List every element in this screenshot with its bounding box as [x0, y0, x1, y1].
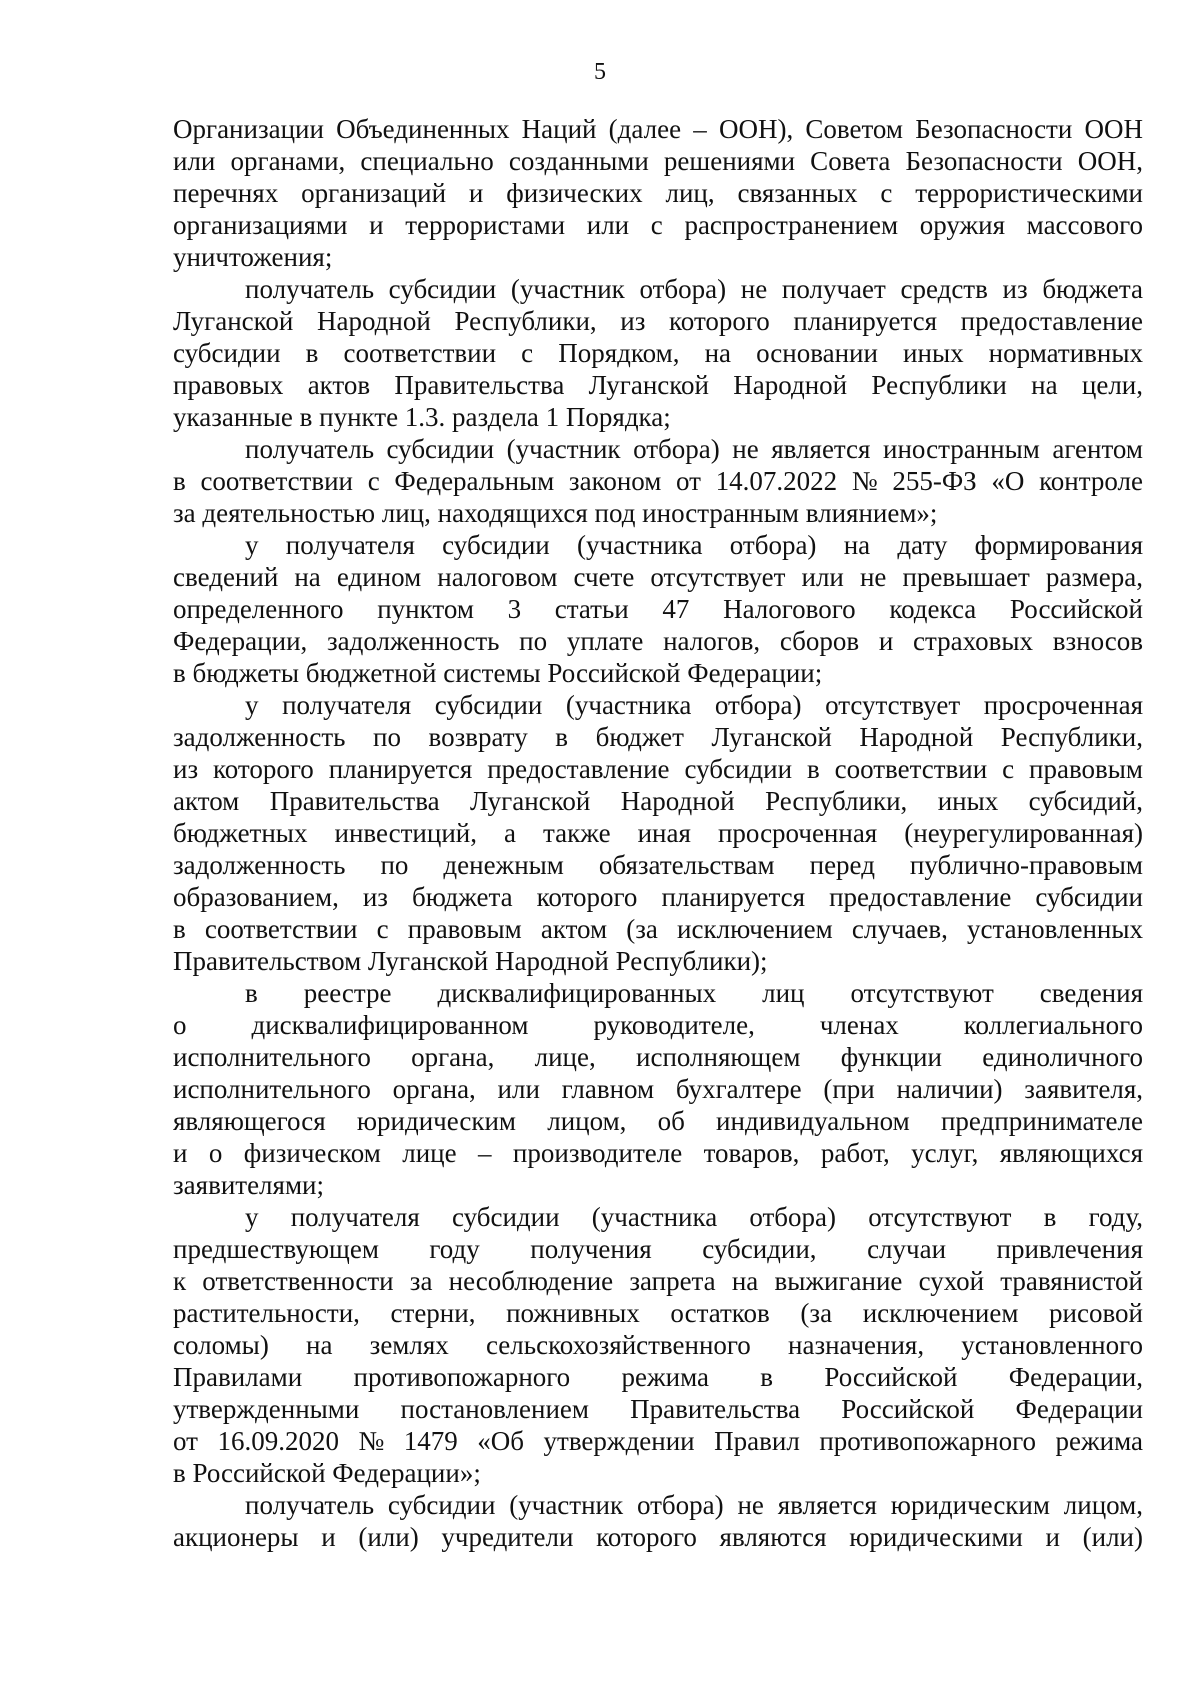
text-line: бюджетных инвестиций, а также иная просроченная (неурегулированная) — [173, 818, 1143, 848]
text-line: соломы) на землях сельскохозяйственного назначения, установленного — [173, 1330, 1143, 1360]
text-line: исполнительного органа, лице, исполняющем функции единоличного — [173, 1042, 1143, 1072]
text-line: или органами, специально созданными решениями Совета Безопасности ООН, — [173, 146, 1143, 176]
document-body — [173, 113, 1143, 1553]
text-line: Правилами противопожарного режима в Российской Федерации, — [173, 1362, 1143, 1392]
page-number: 5 — [594, 59, 606, 85]
paragraph — [173, 113, 1143, 273]
text-line: заявителями; — [173, 1170, 324, 1200]
paragraph — [173, 433, 1143, 529]
text-line: получатель субсидии (участник отбора) не получает средств из бюджета — [245, 274, 1143, 304]
text-line: в бюджеты бюджетной системы Российской Федерации; — [173, 658, 823, 688]
text-line: получатель субсидии (участник отбора) не является юридическим лицом, — [245, 1490, 1143, 1520]
text-line: получатель субсидии (участник отбора) не является иностранным агентом — [245, 434, 1143, 464]
text-line: у получателя субсидии (участника отбора) на дату формирования — [245, 530, 1143, 560]
text-line: субсидии в соответствии с Порядком, на основании иных нормативных — [173, 338, 1143, 368]
text-line: у получателя субсидии (участника отбора) отсутствует просроченная — [245, 690, 1143, 720]
text-line: сведений на едином налоговом счете отсутствует или не превышает размера, — [173, 562, 1143, 592]
text-line: акционеры и (или) учредители которого являются юридическими и (или) — [173, 1522, 1143, 1552]
text-line: Правительством Луганской Народной Республики); — [173, 946, 768, 976]
text-line: к ответственности за несоблюдение запрета на выжигание сухой травянистой — [173, 1266, 1143, 1296]
text-line: в Российской Федерации»; — [173, 1458, 481, 1488]
paragraph — [173, 1201, 1143, 1489]
text-line: Федерации, задолженность по уплате налогов, сборов и страховых взносов — [173, 626, 1143, 656]
text-line: указанные в пункте 1.3. раздела 1 Порядка; — [173, 402, 671, 432]
text-line: и о физическом лице – производителе товаров, работ, услуг, являющихся — [173, 1138, 1143, 1168]
text-line: в соответствии с правовым актом (за исключением случаев, установленных — [173, 914, 1143, 944]
text-line: о дисквалифицированном руководителе, членах коллегиального — [173, 1010, 1143, 1040]
text-line: определенного пунктом 3 статьи 47 Налогового кодекса Российской — [173, 594, 1143, 624]
text-line: правовых актов Правительства Луганской Народной Республики на цели, — [173, 370, 1143, 400]
text-line: Организации Объединенных Наций (далее – ООН), Советом Безопасности ООН — [173, 114, 1143, 144]
text-line: у получателя субсидии (участника отбора) отсутствуют в году, — [245, 1202, 1143, 1232]
text-line: уничтожения; — [173, 242, 333, 272]
text-line: растительности, стерни, пожнивных остатков (за исключением рисовой — [173, 1298, 1143, 1328]
text-line: за деятельностью лиц, находящихся под иностранным влиянием»; — [173, 498, 938, 528]
paragraph — [173, 977, 1143, 1201]
paragraph — [173, 689, 1143, 977]
text-line: предшествующем году получения субсидии, случаи привлечения — [173, 1234, 1143, 1264]
text-line: утвержденными постановлением Правительства Российской Федерации — [173, 1394, 1143, 1424]
text-line: Луганской Народной Республики, из которого планируется предоставление — [173, 306, 1143, 336]
text-line: задолженность по возврату в бюджет Луганской Народной Республики, — [173, 722, 1143, 752]
paragraph — [173, 529, 1143, 689]
text-line: в соответствии с Федеральным законом от 14.07.2022 № 255-ФЗ «О контроле — [173, 466, 1143, 496]
paragraph — [173, 273, 1143, 433]
text-line: в реестре дисквалифицированных лиц отсутствуют сведения — [245, 978, 1143, 1008]
text-line: актом Правительства Луганской Народной Республики, иных субсидий, — [173, 786, 1143, 816]
paragraph — [173, 1489, 1143, 1553]
text-line: образованием, из бюджета которого планируется предоставление субсидии — [173, 882, 1143, 912]
text-line: являющегося юридическим лицом, об индивидуальном предпринимателе — [173, 1106, 1143, 1136]
text-line: задолженность по денежным обязательствам перед публично-правовым — [173, 850, 1143, 880]
text-line: из которого планируется предоставление субсидии в соответствии с правовым — [173, 754, 1143, 784]
text-line: перечнях организаций и физических лиц, связанных с террористическими — [173, 178, 1143, 208]
text-line: от 16.09.2020 № 1479 «Об утверждении Правил противопожарного режима — [173, 1426, 1143, 1456]
text-line: исполнительного органа, или главном бухгалтере (при наличии) заявителя, — [173, 1074, 1143, 1104]
text-line: организациями и террористами или с распространением оружия массового — [173, 210, 1143, 240]
